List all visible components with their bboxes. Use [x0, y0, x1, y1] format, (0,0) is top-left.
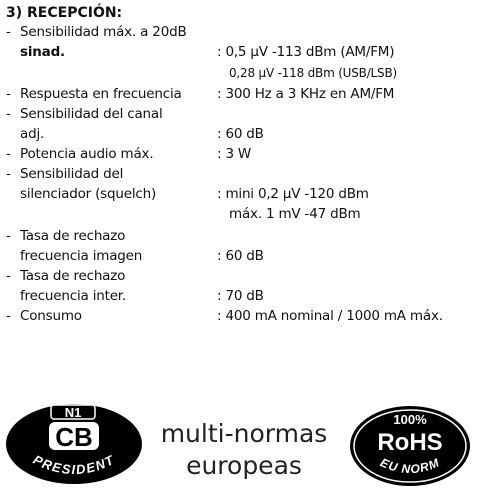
spec-label: Potencia audio máx.	[20, 146, 154, 162]
bullet-dash: -	[6, 86, 11, 102]
spec-label: Sensibilidad máx. a 20dB	[20, 24, 187, 40]
spec-label: Tasa de rechazo	[20, 268, 126, 284]
spec-value: : 0,5 μV -113 dBm (AM/FM)	[217, 44, 395, 60]
spec-label: sinad.	[20, 44, 65, 60]
footer-logos	[0, 400, 482, 494]
bullet-dash: -	[6, 228, 11, 244]
bullet-dash: -	[6, 268, 11, 284]
spec-label: Sensibilidad del canal	[20, 106, 163, 122]
multi-norm-caption	[148, 418, 340, 482]
spec-label: silenciador (squelch)	[20, 186, 157, 202]
rohs-logo-percent: 100%	[393, 412, 427, 427]
spec-row	[0, 288, 482, 308]
spec-value: máx. 1 mV -47 dBm	[229, 206, 361, 222]
spec-label: frecuencia imagen	[20, 248, 143, 264]
spec-row	[0, 228, 482, 248]
spec-label: Consumo	[20, 308, 82, 324]
spec-row	[0, 248, 482, 268]
spec-label: Tasa de rechazo	[20, 228, 126, 244]
rohs-logo-text: RoHS	[377, 429, 443, 456]
spec-row	[0, 126, 482, 146]
spec-row	[0, 106, 482, 126]
cb-logo-n1: N1	[64, 405, 82, 420]
spec-row	[0, 166, 482, 186]
caption-line-1: multi-normas	[160, 419, 328, 448]
spec-label: Respuesta en frecuencia	[20, 86, 182, 102]
rohs-logo-norm: EU NORM	[378, 455, 442, 477]
spec-row	[0, 206, 482, 226]
cb-logo-brand: PRESIDENT	[30, 451, 118, 478]
spec-value: : 3 W	[217, 146, 252, 162]
spec-value: : 300 Hz a 3 KHz en AM/FM	[217, 86, 395, 102]
spec-row	[0, 268, 482, 288]
spec-row	[0, 66, 482, 86]
spec-value: : 400 mA nominal / 1000 mA máx.	[217, 308, 443, 324]
spec-value: : 60 dB	[217, 126, 264, 142]
spec-row	[0, 44, 482, 64]
cb-president-logo-icon	[4, 400, 144, 486]
spec-value: 0,28 μV -118 dBm (USB/LSB)	[229, 66, 397, 80]
caption-line-2: europeas	[186, 451, 302, 480]
spec-row	[0, 146, 482, 166]
spec-label: frecuencia inter.	[20, 288, 126, 304]
bullet-dash: -	[6, 146, 11, 162]
spec-value: : 70 dB	[217, 288, 264, 304]
spec-label: Sensibilidad del	[20, 166, 124, 182]
cb-logo-text: CB	[55, 422, 93, 452]
spec-row	[0, 308, 482, 328]
spec-value: : 60 dB	[217, 248, 264, 264]
rohs-eu-norm-logo-icon	[348, 400, 473, 488]
bullet-dash: -	[6, 106, 11, 122]
spec-row	[0, 24, 482, 44]
spec-row	[0, 186, 482, 206]
bullet-dash: -	[6, 308, 11, 324]
bullet-dash: -	[6, 166, 11, 182]
bullet-dash: -	[6, 24, 11, 40]
section-title: 3) RECEPCIÓN:	[6, 5, 123, 21]
spec-value: : mini 0,2 μV -120 dBm	[217, 186, 369, 202]
spec-row	[0, 86, 482, 106]
spec-label: adj.	[20, 126, 45, 142]
